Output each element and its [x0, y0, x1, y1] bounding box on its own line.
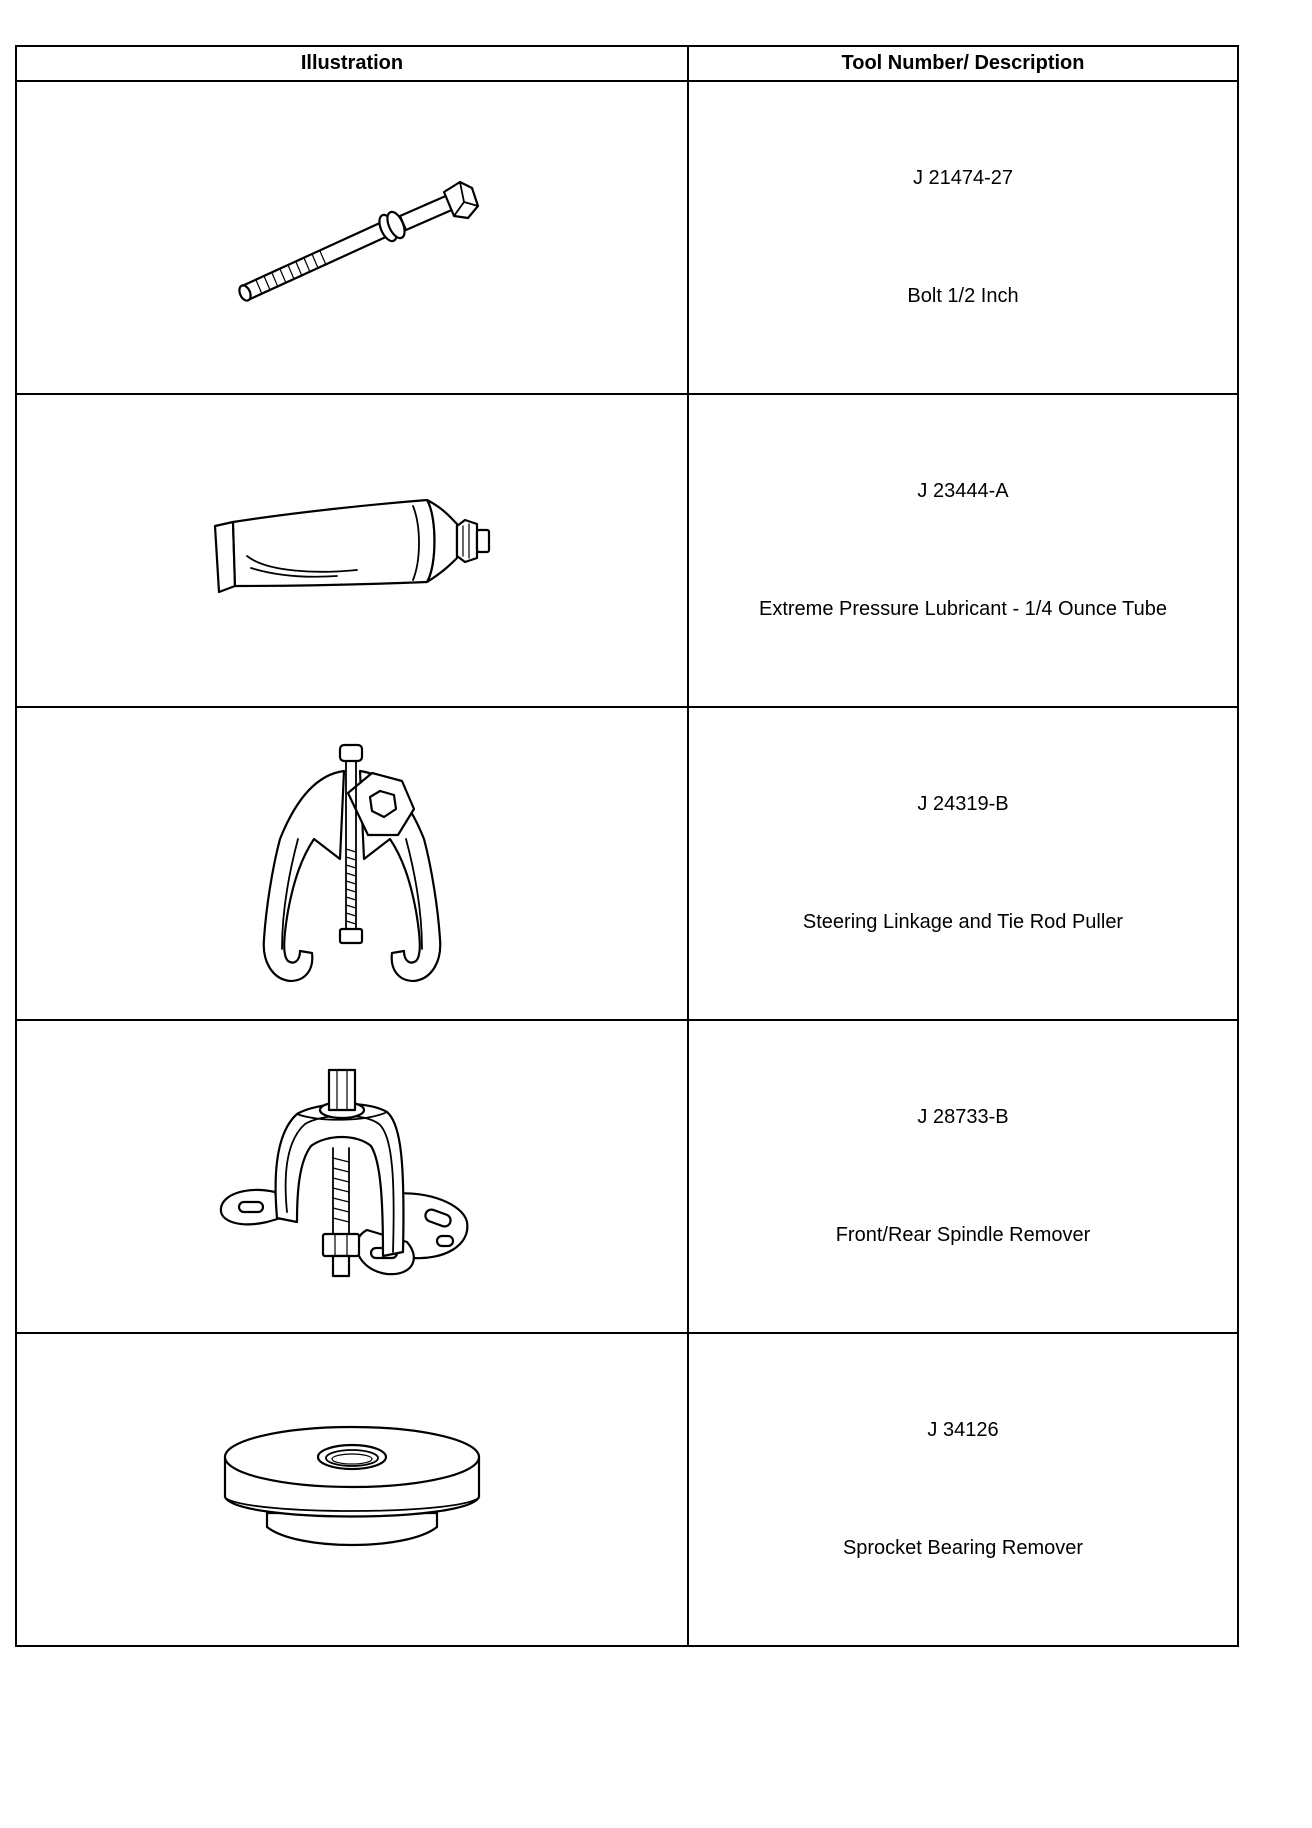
tool-description-cell: [688, 1020, 1238, 1333]
tool-description: Sprocket Bearing Remover: [842, 1537, 1084, 1559]
tool-description: Bolt 1/2 Inch: [907, 285, 1019, 307]
tool-description-cell: [688, 394, 1238, 707]
illustration-cell: [16, 1333, 688, 1646]
tool-description-cell: [688, 81, 1238, 394]
tool-number: J 34126: [927, 1419, 999, 1441]
table-row: [16, 394, 1238, 707]
tool-number: J 21474-27: [912, 167, 1014, 189]
table-row: [16, 1020, 1238, 1333]
table-row: [16, 1333, 1238, 1646]
table-row: [16, 707, 1238, 1020]
bolt-icon: [222, 168, 482, 308]
tie-rod-puller-icon: [252, 739, 452, 989]
table-header-row: [16, 46, 1238, 81]
illustration-cell: [16, 81, 688, 394]
table-row: [16, 81, 1238, 394]
bearing-remover-icon: [217, 1415, 487, 1565]
special-tools-table: [15, 45, 1239, 1647]
tool-description: Front/Rear Spindle Remover: [835, 1224, 1091, 1246]
illustration-cell: [16, 707, 688, 1020]
tool-description: Extreme Pressure Lubricant - 1/4 Ounce Tube: [759, 598, 1167, 620]
tool-number: J 23444-A: [917, 480, 1009, 502]
tool-description-cell: [688, 1333, 1238, 1646]
lubricant-tube-icon: [207, 496, 497, 606]
header-tool-description: Tool Number/ Description: [688, 46, 1238, 81]
illustration-cell: [16, 394, 688, 707]
tool-description-cell: [688, 707, 1238, 1020]
illustration-cell: [16, 1020, 688, 1333]
tool-number: J 24319-B: [917, 793, 1009, 815]
tool-number: J 28733-B: [917, 1106, 1009, 1128]
header-illustration: Illustration: [16, 46, 688, 81]
spindle-remover-icon: [217, 1062, 487, 1292]
tool-description: Steering Linkage and Tie Rod Puller: [802, 911, 1124, 933]
